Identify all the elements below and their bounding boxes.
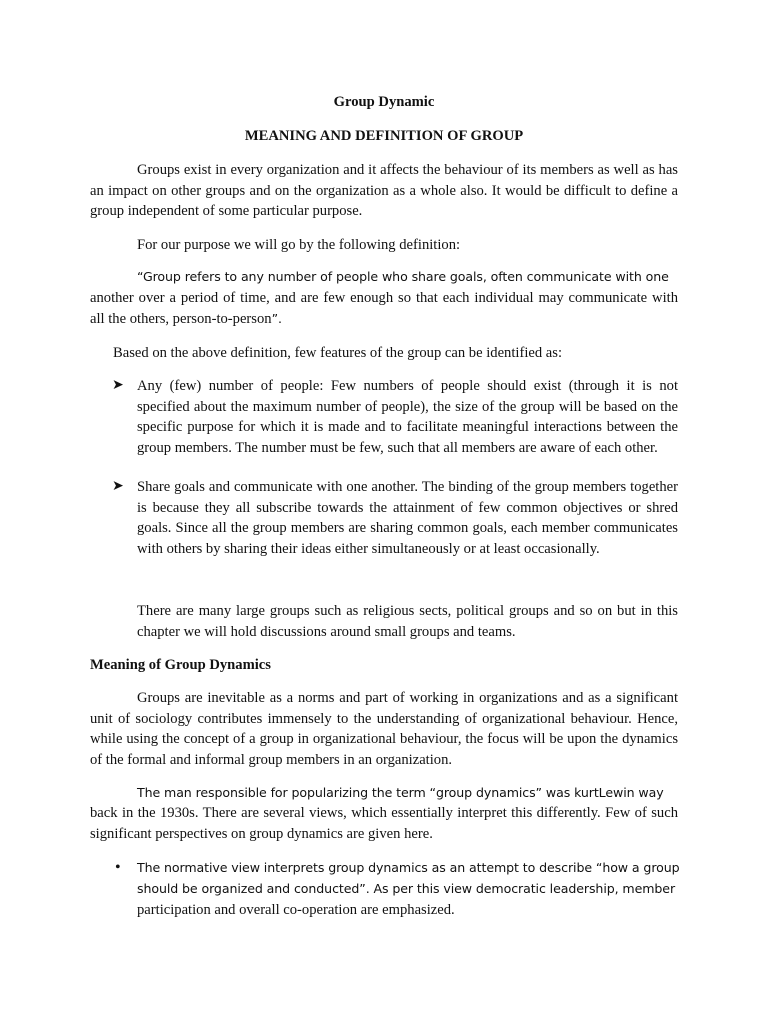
section-heading-meaning-definition: MEANING AND DEFINITION OF GROUP	[244, 128, 524, 144]
quote-line-3	[90, 309, 282, 330]
paragraph-large-groups: There are many large groups such as religious sects, political groups and so on but in this chapter we will hold discussions around small groups and teams.	[137, 603, 678, 640]
quote-line-2: another over a period of time, and are few enough so that each individual may communicate with	[90, 290, 678, 306]
kurt-lewin-rest: back in the 1930s. There are several views, which essentially interpret this differently. Few of such significant perspectives on group dynamics are given here.	[90, 805, 678, 842]
document-title: Group Dynamic	[333, 94, 435, 110]
quote-line-3-close: ”.	[271, 311, 282, 326]
feature-item-share-goals: Share goals and communicate with one another. The binding of the group members together is because they all subscribe towards the attainment of few common objectives or shred goals. Since all the group members are sharing common goals, each member communicates with others by sharing their ideas either simultaneously or at least occasionally.	[137, 479, 678, 558]
arrow-bullet-icon: ➤	[112, 479, 124, 494]
normative-line-3: participation and overall co-operation are emphasized.	[137, 902, 455, 918]
normative-line-2: should be organized and conducted”. As per this view democratic leadership, member	[137, 881, 676, 896]
feature-item-few-people: Any (few) number of people: Few numbers of people should exist (through it is not specified about the maximum number of people), the size of the group will be based on the specific purpose for which it is made and to facilitate meaningful interactions between the group members. The number must be few, such that all members are aware of each other.	[137, 378, 678, 457]
paragraph-groups-exist: Groups exist in every organization and it affects the behaviour of its members as well as has an impact on other groups and on the organization as a whole also. It would be difficult to define a group independent of some particular purpose.	[90, 162, 678, 220]
arrow-bullet-icon: ➤	[112, 378, 124, 393]
normative-line-1: The normative view interprets group dynamics as an attempt to describe “how a group	[137, 860, 680, 875]
quote-line-1: “Group refers to any number of people who share goals, often communicate with one	[137, 269, 669, 284]
paragraph-based-on-definition: Based on the above definition, few features of the group can be identified as:	[113, 345, 563, 361]
section-heading-group-dynamics: Meaning of Group Dynamics	[90, 657, 271, 673]
quote-line-3-text: all the others, person-to-person	[90, 311, 272, 327]
paragraph-groups-inevitable: Groups are inevitable as a norms and part of working in organizations and as a significant unit of sociology contributes immensely to the understanding of organizational behaviour. Hence, while using the concept of a group in organizational behaviour, the focus will be upon the dynamics of the formal and informal group members in an organization.	[90, 690, 678, 769]
kurt-lewin-line-1: The man responsible for popularizing the term “group dynamics” was kurtLewin way	[137, 785, 664, 800]
dot-bullet-icon: •	[115, 859, 121, 876]
paragraph-our-purpose: For our purpose we will go by the following definition:	[137, 237, 461, 253]
